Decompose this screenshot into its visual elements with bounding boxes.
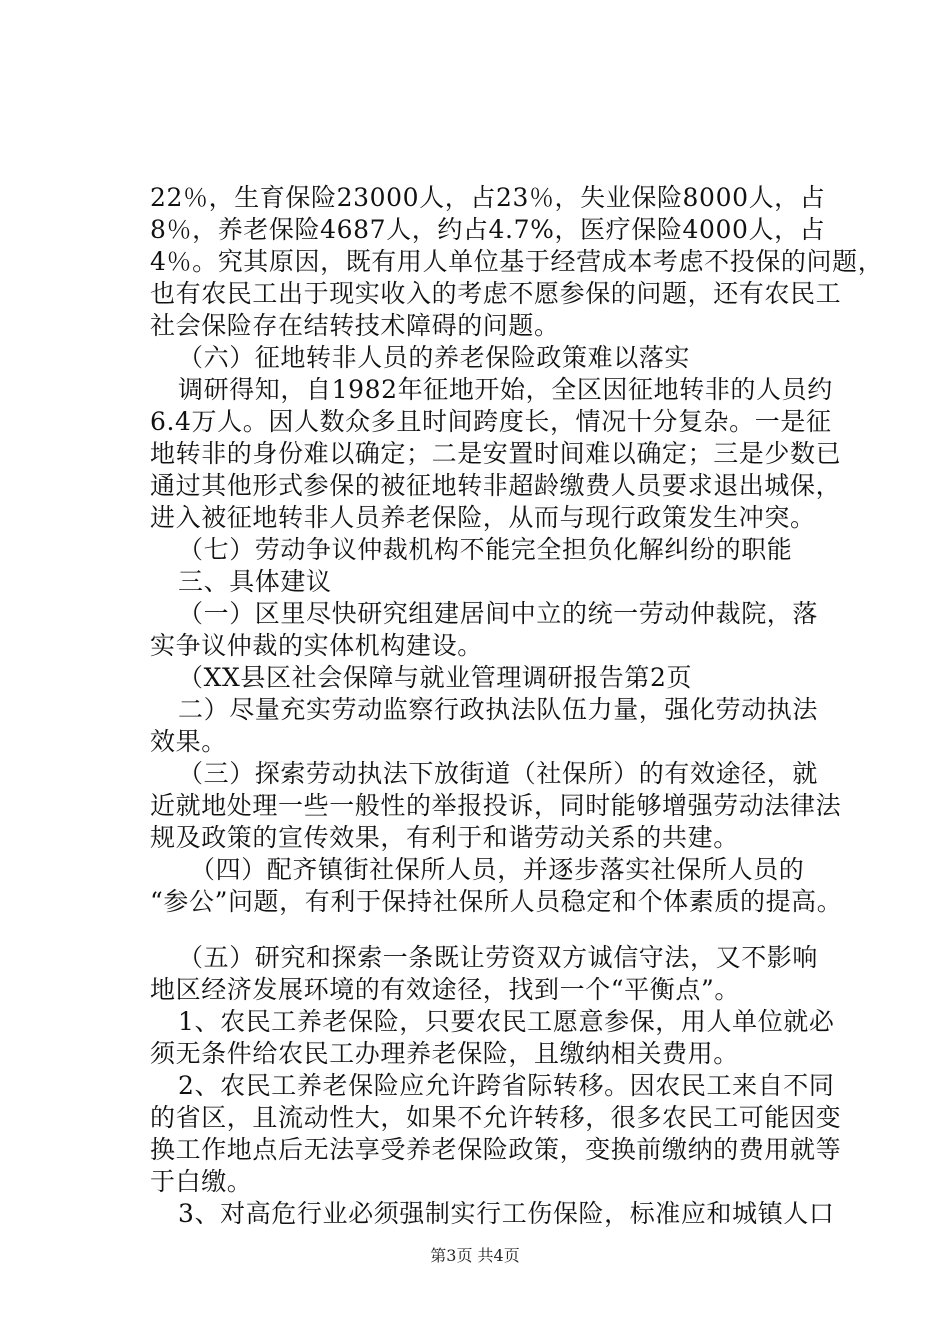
text-line: “参公”问题，有利于保持社保所人员稳定和个体素质的提高。	[150, 887, 843, 916]
text-line: （四）配齐镇街社保所人员，并逐步落实社保所人员的	[190, 855, 805, 884]
text-line: 近就地处理一些一般性的举报投诉，同时能够增强劳动法律法	[150, 791, 842, 820]
page-footer	[0, 1246, 950, 1266]
page-number-label: 第3页 共4页	[430, 1246, 520, 1265]
text-line: 效果。	[150, 727, 227, 756]
text-line: 4％。究其原因，既有用人单位基于经营成本考虑不投保的问题，	[150, 247, 884, 276]
section-heading: 三、具体建议	[178, 567, 332, 596]
text-line: 3、对高危行业必须强制实行工伤保险，标准应和城镇人口	[178, 1199, 835, 1228]
text-line: 的省区，且流动性大，如果不允许转移，很多农民工可能因变	[150, 1103, 842, 1132]
text-line: 2、农民工养老保险应允许跨省际转移。因农民工来自不同	[178, 1071, 835, 1100]
text-line: 1、农民工养老保险，只要农民工愿意参保，用人单位就必	[178, 1007, 835, 1036]
text-line: 22％，生育保险23000人，占23％，失业保险8000人，占	[150, 183, 826, 212]
text-line: 地转非的身份难以确定；二是安置时间难以确定；三是少数已	[150, 439, 842, 468]
section-heading: （六）征地转非人员的养老保险政策难以落实	[178, 343, 691, 372]
text-line: 社会保险存在结转技术障碍的问题。	[150, 311, 560, 340]
text-line: 须无条件给农民工办理养老保险，且缴纳相关费用。	[150, 1039, 739, 1068]
text-line: 换工作地点后无法享受养老保险政策，变换前缴纳的费用就等	[150, 1135, 842, 1164]
text-line: 规及政策的宣传效果，有利于和谐劳动关系的共建。	[150, 823, 739, 852]
text-line: 进入被征地转非人员养老保险，从而与现行政策发生冲突。	[150, 503, 816, 532]
text-line: 也有农民工出于现实收入的考虑不愿参保的问题，还有农民工	[150, 279, 842, 308]
text-line: 调研得知，自1982年征地开始，全区因征地转非的人员约	[178, 375, 833, 404]
text-line: 通过其他形式参保的被征地转非超龄缴费人员要求退出城保，	[150, 471, 842, 500]
text-line: 8％，养老保险4687人，约占4.7%，医疗保险4000人，占	[150, 215, 826, 244]
text-line: 二）尽量充实劳动监察行政执法队伍力量，强化劳动执法	[178, 695, 819, 724]
text-line: 6.4万人。因人数众多且时间跨度长，情况十分复杂。一是征	[150, 407, 832, 436]
text-line: 于白缴。	[150, 1167, 253, 1196]
text-line: 地区经济发展环境的有效途径，找到一个“平衡点”。	[150, 975, 740, 1004]
page-marker-line: （XX县区社会保障与就业管理调研报告第2页	[178, 663, 693, 692]
text-line: （三）探索劳动执法下放街道（社保所）的有效途径，就	[178, 759, 819, 788]
text-line: 实争议仲裁的实体机构建设。	[150, 631, 483, 660]
text-line: （五）研究和探索一条既让劳资双方诚信守法，又不影响	[178, 943, 819, 972]
text-line: （一）区里尽快研究组建居间中立的统一劳动仲裁院，落	[178, 599, 819, 628]
section-heading: （七）劳动争议仲裁机构不能完全担负化解纠纷的职能	[178, 535, 793, 564]
